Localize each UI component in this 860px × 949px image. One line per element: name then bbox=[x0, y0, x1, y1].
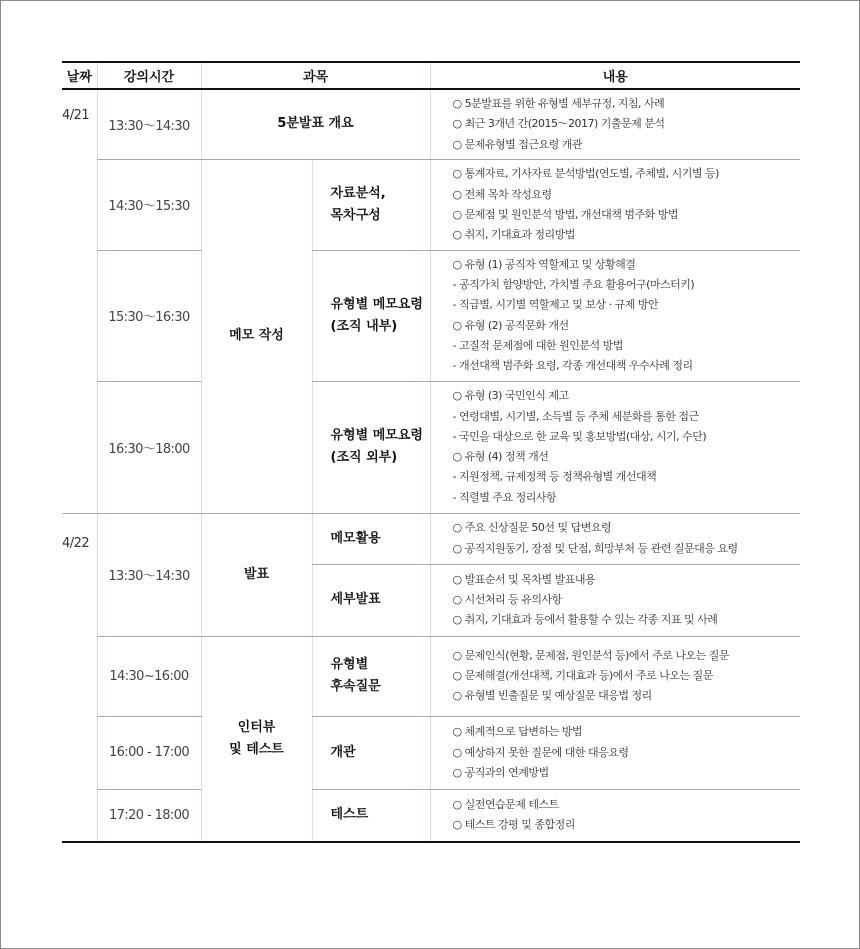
text-line: (조직 내부) bbox=[330, 318, 398, 334]
date-cell: 4/22 bbox=[62, 513, 97, 842]
header-subject: 과목 bbox=[201, 62, 430, 89]
text-line: 목차구성 bbox=[330, 207, 381, 223]
time-cell: 16:30〜18:00 bbox=[97, 381, 201, 513]
text-line: ○ 유형 (4) 정책 개선 bbox=[452, 450, 549, 464]
text-line: ○ 유형 (2) 공직문화 개선 bbox=[452, 318, 569, 332]
content-cell bbox=[430, 636, 800, 716]
text-line: - 연령대별, 시기별, 소득별 등 주체 세분화를 통한 접근 bbox=[452, 409, 699, 423]
text-line: - 공직가치 함양방안, 가치별 주요 활용어구(마스터키) bbox=[452, 278, 695, 292]
table-row bbox=[62, 250, 800, 381]
table-row bbox=[62, 89, 800, 159]
content-cell bbox=[430, 789, 800, 842]
text-line: 자료분석, bbox=[330, 185, 386, 201]
content-cell bbox=[430, 159, 800, 250]
text-line: (조직 외부) bbox=[330, 450, 398, 466]
text-line: ○ 취지, 기대효과 정리방법 bbox=[452, 228, 575, 242]
text-line: 개관 bbox=[330, 744, 356, 760]
table-row bbox=[62, 636, 800, 716]
time-cell: 14:30〜15:30 bbox=[97, 159, 201, 250]
table-row bbox=[62, 513, 800, 564]
text-line: ○ 전체 목차 작성요령 bbox=[452, 187, 552, 201]
text-line: ○ 주요 신상질문 50선 및 답변요령 bbox=[452, 521, 612, 535]
content-cell bbox=[430, 89, 800, 159]
text-line: 후속질문 bbox=[330, 679, 381, 695]
topic-cell bbox=[312, 564, 430, 636]
lecture-schedule-table bbox=[62, 61, 800, 843]
text-line: ○ 유형별 빈출질문 및 예상질문 대응법 정리 bbox=[452, 689, 652, 703]
header-content: 내용 bbox=[430, 62, 800, 89]
text-line: ○ 유형 (1) 공직자 역할제고 및 상황해결 bbox=[452, 257, 636, 271]
table-row bbox=[62, 159, 800, 250]
text-line: 유형별 메모요령 bbox=[330, 428, 423, 444]
time-cell: 13:30〜14:30 bbox=[97, 513, 201, 636]
text-line: ○ 문제점 및 원인분석 방법, 개선대책 범주화 방법 bbox=[452, 207, 678, 221]
time-cell: 13:30〜14:30 bbox=[97, 89, 201, 159]
subject-cell bbox=[201, 636, 312, 842]
text-line: ○ 예상하지 못한 질문에 대한 대응요령 bbox=[452, 745, 629, 759]
table-row bbox=[62, 789, 800, 842]
text-line: ○ 5분발표를 위한 유형별 세부규정, 지침, 사례 bbox=[452, 97, 665, 110]
text-line: ○ 유형 (3) 국민인식 제고 bbox=[452, 389, 569, 403]
text-line: 및 테스트 bbox=[229, 741, 284, 757]
content-cell bbox=[430, 381, 800, 513]
topic-cell bbox=[312, 716, 430, 789]
subject-cell: 발표 bbox=[201, 513, 312, 636]
date-cell: 4/21 bbox=[62, 89, 97, 513]
text-line: 테스트 bbox=[330, 807, 369, 823]
text-line: ○ 최근 3개년 간(2015〜2017) 기출문제 분석 bbox=[452, 117, 665, 131]
text-line: - 직급별, 시기별 역할제고 및 보상 · 규제 방안 bbox=[452, 298, 659, 312]
header-date: 날짜 bbox=[62, 62, 97, 89]
topic-cell bbox=[312, 159, 430, 250]
time-cell: 17:20 - 18:00 bbox=[97, 789, 201, 842]
text-line: - 지원정책, 규제정책 등 정책유형별 개선대책 bbox=[452, 470, 657, 484]
text-line: ○ 통계자료, 기사자료 분석방법(연도별, 주체별, 시기별 등) bbox=[452, 167, 719, 181]
subject-cell: 5분발표 개요 bbox=[201, 89, 430, 159]
time-cell: 15:30〜16:30 bbox=[97, 250, 201, 381]
text-line: - 개선대책 범주화 요령, 각종 개선대책 우수사례 정리 bbox=[452, 359, 693, 373]
text-line: ○ 실전연습문제 테스트 bbox=[452, 798, 559, 812]
content-cell bbox=[430, 513, 800, 564]
text-line: ○ 공직과의 연계방법 bbox=[452, 765, 549, 779]
text-line: 세부발표 bbox=[330, 592, 381, 608]
subject-cell: 메모 작성 bbox=[201, 159, 312, 513]
text-line: - 직렬별 주요 정리사항 bbox=[452, 490, 557, 504]
text-line: ○ 테스트 강평 및 종합정리 bbox=[452, 818, 575, 832]
header-time: 강의시간 bbox=[97, 62, 201, 89]
content-cell bbox=[430, 716, 800, 789]
time-cell: 16:00 - 17:00 bbox=[97, 716, 201, 789]
text-line: 인터뷰 bbox=[237, 719, 276, 735]
text-line: ○ 문제해결(개선대책, 기대효과 등)에서 주로 나오는 질문 bbox=[452, 669, 713, 683]
text-line: - 고질적 문제점에 대한 원인분석 방법 bbox=[452, 339, 623, 353]
topic-cell bbox=[312, 250, 430, 381]
topic-cell bbox=[312, 789, 430, 842]
text-line: ○ 발표순서 및 목차별 발표내용 bbox=[452, 572, 596, 586]
text-line: ○ 문제유형별 접근요령 개관 bbox=[452, 137, 582, 151]
text-line: ○ 시선처리 등 유의사항 bbox=[452, 593, 562, 607]
text-line: - 국민을 대상으로 한 교육 및 홍보방법(대상, 시기, 수단) bbox=[452, 429, 707, 443]
text-line: 유형별 메모요령 bbox=[330, 296, 423, 312]
text-line: 메모활용 bbox=[330, 530, 381, 546]
content-cell bbox=[430, 564, 800, 636]
topic-cell bbox=[312, 513, 430, 564]
content-cell bbox=[430, 250, 800, 381]
text-line: ○ 공직지원동기, 장점 및 단점, 희망부처 등 관련 질문대응 요령 bbox=[452, 541, 738, 555]
table-header-row bbox=[62, 62, 800, 89]
text-line: ○ 체계적으로 답변하는 방법 bbox=[452, 725, 582, 739]
topic-cell bbox=[312, 381, 430, 513]
topic-cell bbox=[312, 636, 430, 716]
text-line: ○ 문제인식(현황, 문제점, 원인분석 등)에서 주로 나오는 질문 bbox=[452, 648, 730, 662]
table-row bbox=[62, 381, 800, 513]
text-line: 유형별 bbox=[330, 657, 369, 673]
text-line: ○ 취지, 기대효과 등에서 활용할 수 있는 각종 지표 및 사례 bbox=[452, 613, 718, 627]
time-cell: 14:30~16:00 bbox=[97, 636, 201, 716]
table-row bbox=[62, 716, 800, 789]
